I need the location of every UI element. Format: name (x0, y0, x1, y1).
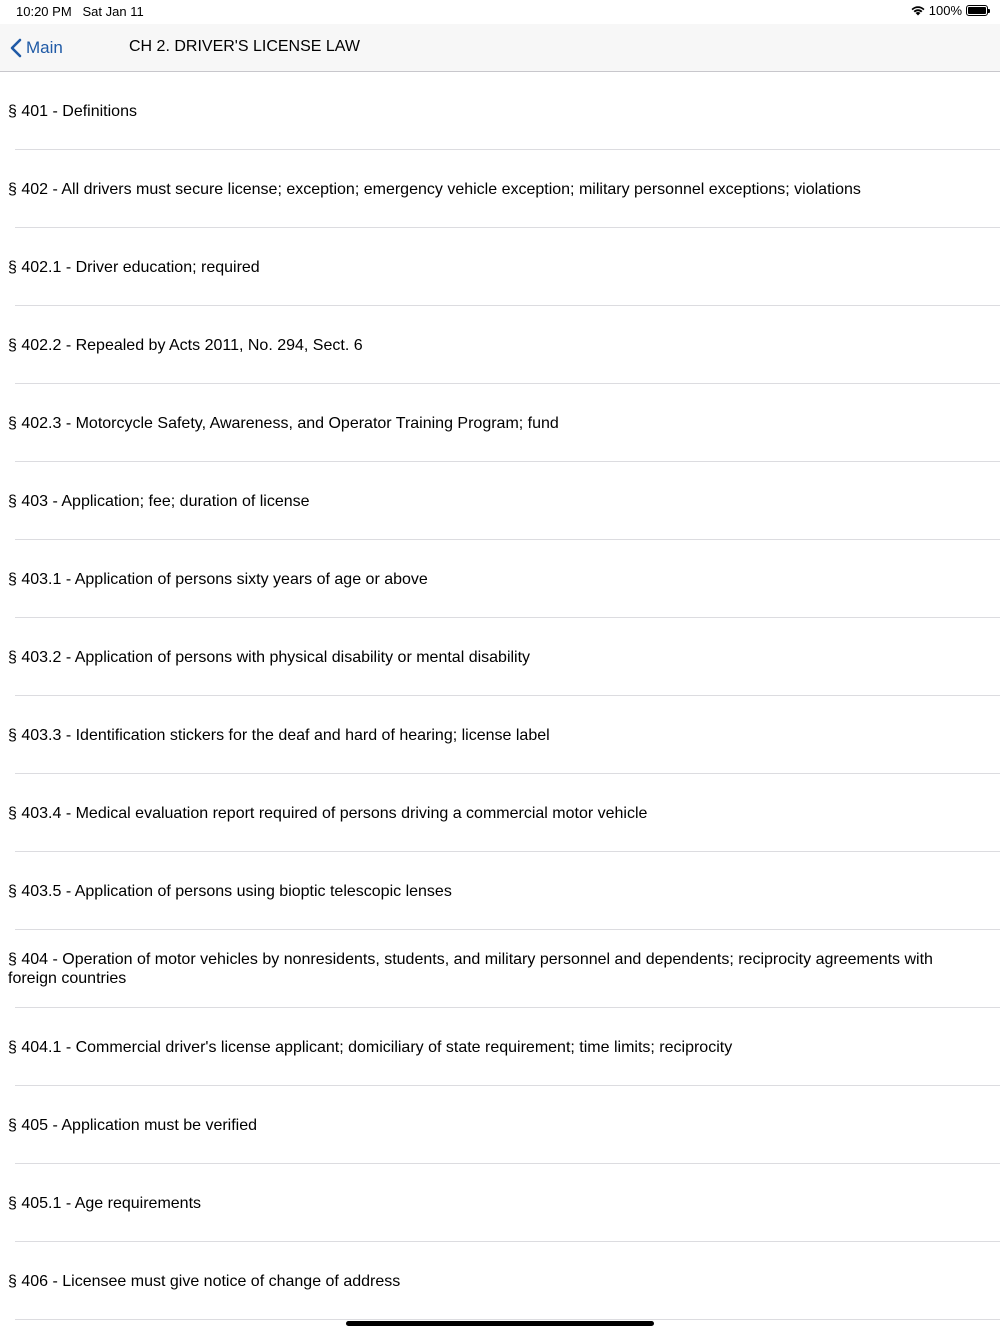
list-item[interactable] (0, 618, 1000, 696)
list-item[interactable] (0, 1008, 1000, 1086)
chevron-left-icon (10, 38, 22, 58)
battery-fill (968, 7, 986, 14)
navigation-bar (0, 24, 1000, 72)
status-date: Sat Jan 11 (82, 4, 144, 19)
list-item-label: § 406 - Licensee must give notice of change of address (8, 1272, 401, 1290)
home-indicator[interactable] (346, 1321, 654, 1326)
list-item-label: § 405 - Application must be verified (8, 1116, 258, 1134)
list-item[interactable] (0, 852, 1000, 930)
list-item[interactable] (0, 462, 1000, 540)
list-item-label: § 403.1 - Application of persons sixty years of age or above (8, 570, 428, 588)
list-item-label: § 402.3 - Motorcycle Safety, Awareness, and Operator Training Program; fund (8, 414, 559, 432)
wifi-icon (911, 5, 925, 16)
list-item[interactable] (0, 384, 1000, 462)
list-item-label: § 401 - Definitions (8, 102, 137, 120)
list-item[interactable] (0, 1086, 1000, 1164)
list-item[interactable] (0, 1164, 1000, 1242)
list-item[interactable] (0, 72, 1000, 150)
list-item-label: § 402.1 - Driver education; required (8, 258, 260, 276)
list-item[interactable] (0, 540, 1000, 618)
list-item[interactable] (0, 150, 1000, 228)
list-item[interactable] (0, 1242, 1000, 1320)
list-item-label: § 403.5 - Application of persons using bioptic telescopic lenses (8, 882, 452, 900)
list-item[interactable] (0, 930, 1000, 1008)
status-bar (0, 0, 1000, 24)
section-list (0, 72, 1000, 1320)
battery-cap (988, 9, 990, 13)
back-button[interactable] (10, 34, 63, 62)
status-time-value: 10:20 PM (16, 4, 72, 19)
list-item-label: § 404.1 - Commercial driver's license applicant; domiciliary of state requirement; time limits; reciprocity (8, 1038, 733, 1056)
battery-icon (966, 5, 988, 16)
back-button-label: Main (26, 38, 63, 57)
list-item-label: § 402.2 - Repealed by Acts 2011, No. 294, Sect. 6 (8, 336, 363, 354)
list-item-label: § 402 - All drivers must secure license; exception; emergency vehicle exception; military personnel exceptions; violations (8, 180, 861, 198)
list-item[interactable] (0, 696, 1000, 774)
status-indicators (911, 3, 988, 18)
battery-percent: 100% (928, 3, 962, 18)
list-item-label: § 404 - Operation of motor vehicles by nonresidents, students, and military personnel and dependents; reciprocity agreements with foreign countries (8, 951, 933, 987)
list-item[interactable] (0, 306, 1000, 384)
list-item-label: § 403 - Application; fee; duration of license (8, 492, 310, 510)
list-item-label: § 403.4 - Medical evaluation report required of persons driving a commercial motor vehicle (8, 804, 648, 822)
list-item[interactable] (0, 228, 1000, 306)
list-item-label: § 403.3 - Identification stickers for the deaf and hard of hearing; license label (8, 726, 550, 744)
status-time (16, 4, 144, 19)
list-item-label: § 403.2 - Application of persons with physical disability or mental disability (8, 648, 531, 666)
list-item-label: § 405.1 - Age requirements (8, 1194, 202, 1212)
page-title: CH 2. DRIVER'S LICENSE LAW (129, 38, 360, 55)
list-item[interactable] (0, 774, 1000, 852)
